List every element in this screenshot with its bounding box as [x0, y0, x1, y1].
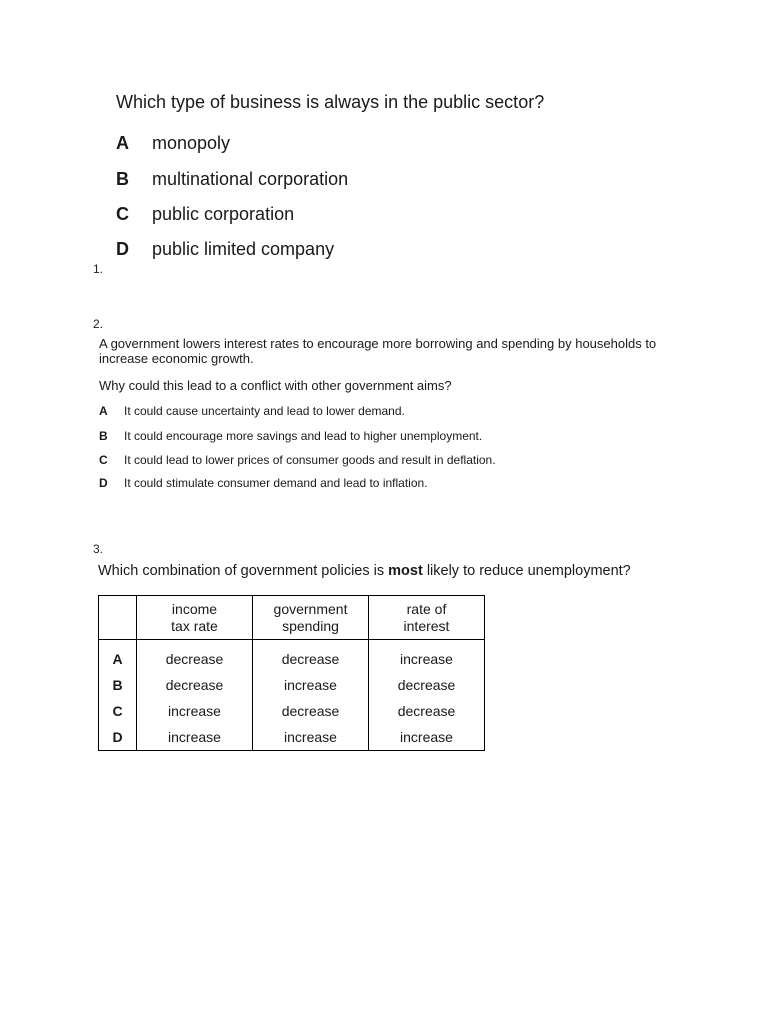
- option-letter: A: [116, 133, 129, 153]
- table-cell: increase: [253, 672, 369, 698]
- table-cell: increase: [369, 724, 485, 751]
- option-letter: B: [99, 429, 108, 443]
- option-letter: C: [99, 453, 108, 467]
- table-cell: decrease: [369, 672, 485, 698]
- option-letter: B: [116, 169, 129, 189]
- question-2-stem: A government lowers interest rates to encourage more borrowing and spending by households to increase economic growth.: [99, 336, 657, 366]
- table-header-rate-of-interest: [369, 596, 485, 640]
- row-letter: D: [99, 724, 137, 751]
- table-cell: increase: [253, 724, 369, 751]
- option-letter: C: [116, 204, 129, 224]
- table-cell: decrease: [137, 672, 253, 698]
- table-cell: decrease: [253, 698, 369, 724]
- option-text: monopoly: [152, 133, 231, 153]
- question-2-question: Why could this lead to a conflict with other government aims?: [99, 378, 452, 393]
- stem-text: Which combination of government policies is: [98, 563, 389, 579]
- table-cell: increase: [369, 640, 485, 673]
- question-1-option-d: [116, 239, 334, 260]
- option-text: It could cause uncertainty and lead to lower demand.: [124, 404, 405, 418]
- table-cell: increase: [137, 724, 253, 751]
- question-1-number: 1.: [93, 262, 104, 276]
- question-2-number: 2.: [93, 317, 104, 331]
- table-header-government-spending: [253, 596, 369, 640]
- header-line: rate of interest: [403, 600, 450, 634]
- table-cell: decrease: [253, 640, 369, 673]
- table-header-cell: [99, 596, 137, 640]
- question-1-option-c: [116, 204, 294, 225]
- row-letter: A: [99, 640, 137, 673]
- question-1-option-b: [116, 169, 348, 190]
- option-letter: A: [99, 404, 108, 418]
- question-2-option-c: [99, 453, 496, 467]
- option-text: It could encourage more savings and lead to higher unemployment.: [124, 429, 483, 443]
- stem-text: likely to reduce unemployment?: [422, 563, 631, 579]
- option-text: multinational corporation: [152, 169, 349, 189]
- option-letter: D: [116, 239, 129, 259]
- row-letter: C: [99, 698, 137, 724]
- policy-table: [98, 595, 485, 751]
- question-2-option-a: [99, 404, 405, 418]
- table-header-income-tax: [137, 596, 253, 640]
- table-row: [99, 640, 485, 673]
- table-cell: increase: [137, 698, 253, 724]
- question-2-option-b: [99, 429, 482, 443]
- question-2-option-d: [99, 476, 428, 490]
- question-1-option-a: [116, 133, 230, 154]
- option-text: It could stimulate consumer demand and lead to inflation.: [124, 476, 428, 490]
- table-row: [99, 724, 485, 751]
- question-3-number: 3.: [93, 542, 104, 556]
- table-cell: decrease: [137, 640, 253, 673]
- table-cell: decrease: [369, 698, 485, 724]
- table-header-row: [99, 596, 485, 640]
- option-text: It could lead to lower prices of consumer goods and result in deflation.: [124, 453, 496, 467]
- question-1-stem: Which type of business is always in the public sector?: [116, 92, 545, 112]
- stem-emphasis: most: [388, 563, 423, 579]
- row-letter: B: [99, 672, 137, 698]
- table-row: [99, 698, 485, 724]
- header-line: income tax rate: [171, 600, 218, 634]
- table-row: [99, 672, 485, 698]
- header-line: government spending: [273, 600, 348, 634]
- option-letter: D: [99, 476, 108, 490]
- question-3-stem: [98, 563, 631, 579]
- option-text: public limited company: [152, 239, 335, 259]
- option-text: public corporation: [152, 204, 295, 224]
